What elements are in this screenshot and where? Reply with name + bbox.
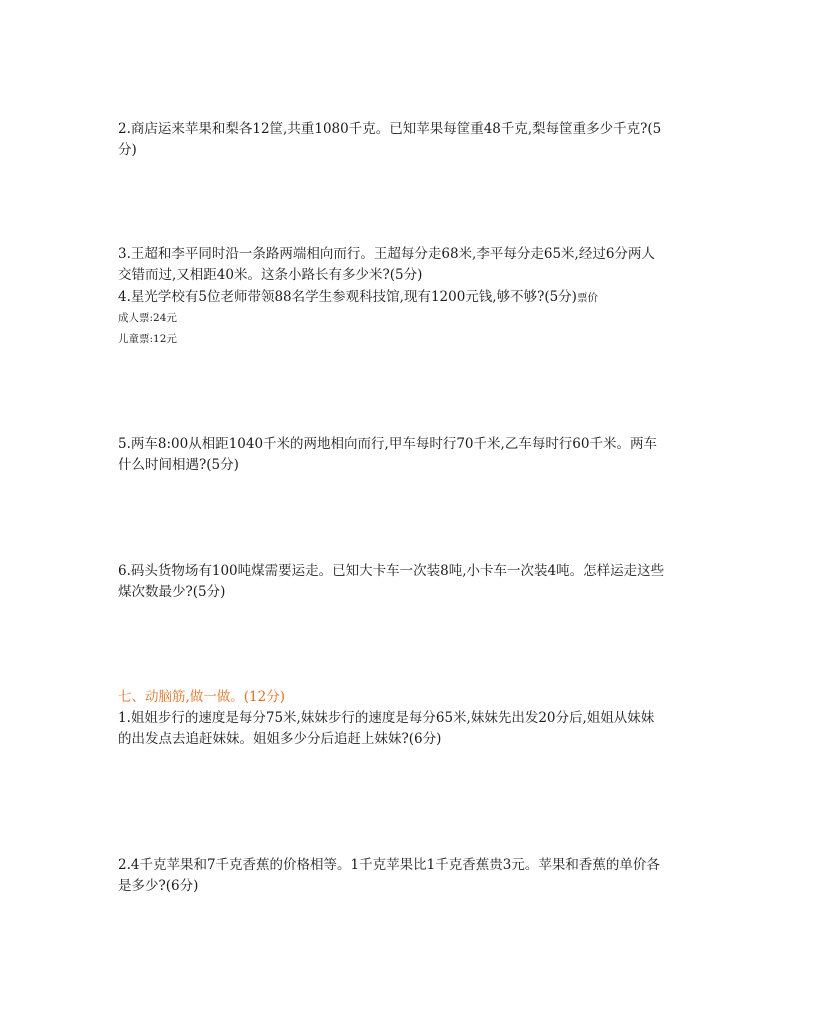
ticket-child-price: 儿童票:12元 — [118, 333, 177, 345]
problem-text-line: 2.4千克苹果和7千克香蕉的价格相等。1千克苹果比1千克香蕉贵3元。苹果和香蕉的单价各 — [118, 857, 660, 873]
ticket-adult-price: 成人票:24元 — [118, 312, 177, 324]
problem-text-line: 什么时间相遇?(5分) — [118, 457, 239, 473]
problem-text-line: 3.王超和李平同时沿一条路两端相向而行。王超每分走68米,李平每分走65米,经过6分两人 — [118, 246, 655, 262]
problem-text-line — [118, 287, 598, 307]
problem-question: 4.星光学校有5位老师带领88名学生参观科技馆,现有1200元钱,够不够?(5分) — [118, 289, 577, 305]
problem-text-line: 5.两车8:00从相距1040千米的两地相向而行,甲车每时行70千米,乙车每时行60千米。两车 — [118, 436, 657, 452]
problem-text-line: 6.码头货物场有100吨煤需要运走。已知大卡车一次装8吨,小卡车一次装4吨。怎样运走这些 — [118, 563, 665, 579]
problem-text-line: 煤次数最少?(5分) — [118, 584, 226, 600]
problem-text-line: 是多少?(6分) — [118, 878, 199, 894]
problem-text-line: 交错而过,又相距40米。这条小路长有多少米?(5分) — [118, 267, 423, 283]
problem-text-line: 2.商店运来苹果和梨各12筐,共重1080千克。已知苹果每筐重48千克,梨每筐重多少千克?(5 — [118, 121, 662, 137]
section-heading: 七、动脑筋,做一做。(12分) — [118, 689, 286, 705]
problem-text-line: 1.姐姐步行的速度是每分75米,妹妹步行的速度是每分65米,妹妹先出发20分后,姐姐从妹妹 — [118, 710, 655, 726]
problem-text-line: 分) — [118, 142, 137, 158]
problem-text-line: 的出发点去追赶妹妹。姐姐多少分后追赶上妹妹?(6分) — [118, 731, 442, 747]
ticket-price-label: 票价 — [576, 292, 598, 304]
